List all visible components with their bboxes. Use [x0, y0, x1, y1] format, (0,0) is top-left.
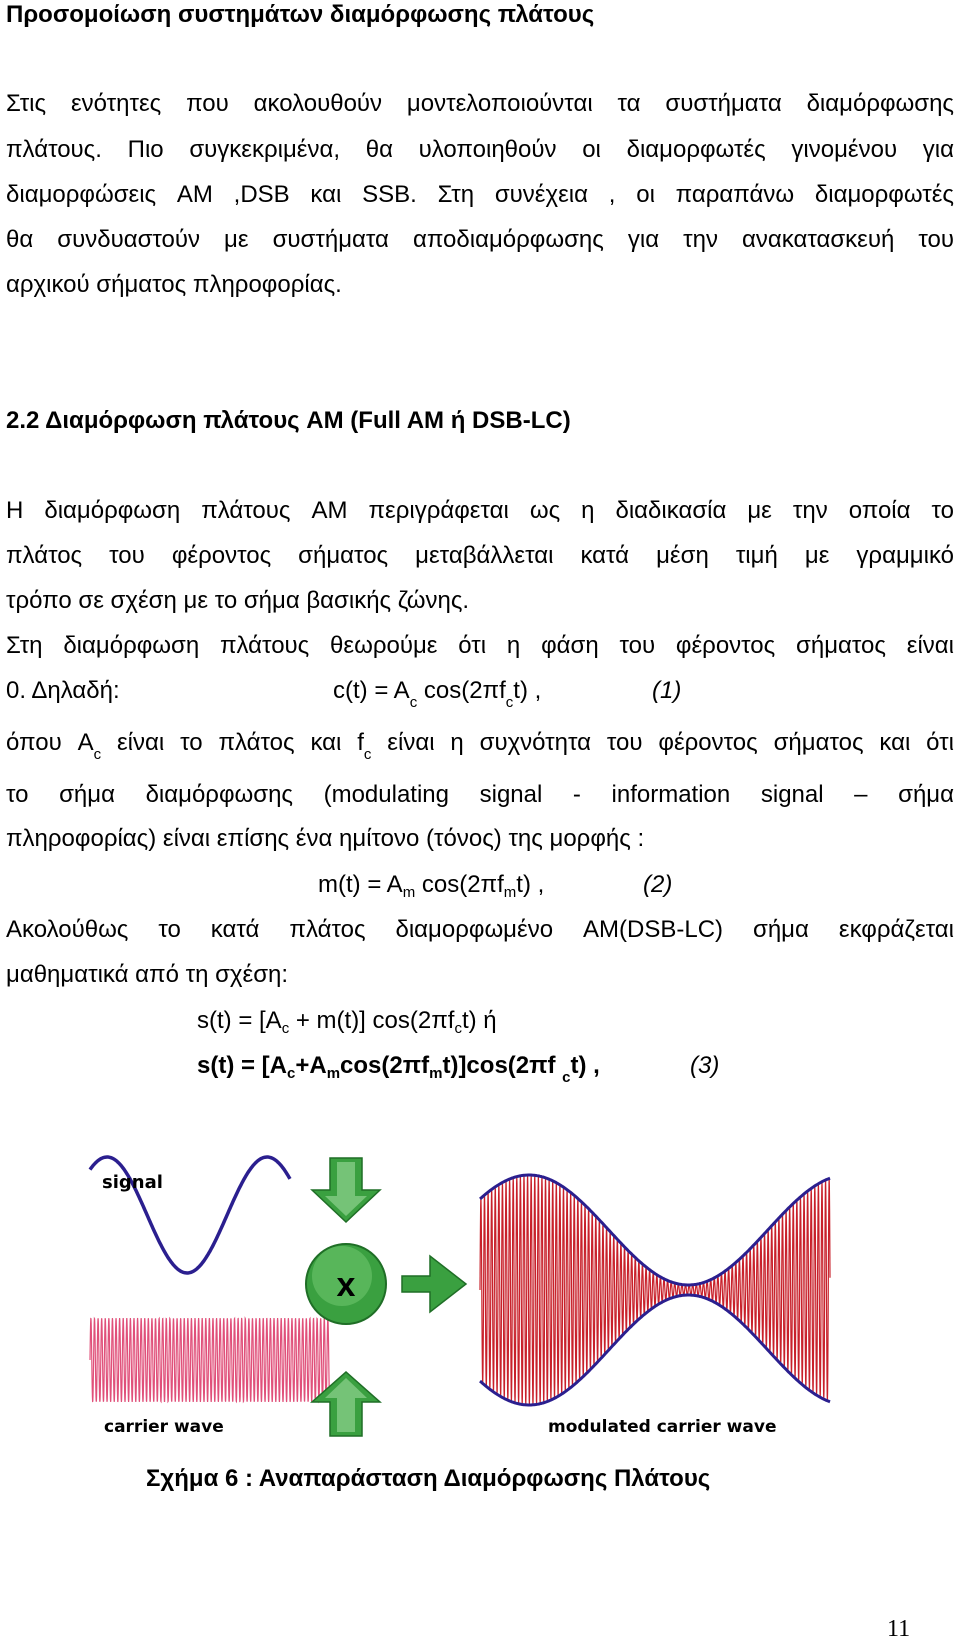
intro-line-2: πλάτους. Πιο συγκεκριμένα, θα υλοποιηθούν οι διαμορφωτές γινομένου για — [6, 136, 954, 163]
equation-1-number: (1) — [652, 677, 682, 704]
body-line-8: πληροφορίας) είναι επίσης ένα ημίτονο (τόνος) της μορφής : — [6, 825, 645, 852]
multiply-icon — [306, 1244, 386, 1324]
page-number: 11 — [887, 1616, 911, 1642]
figure-caption: Σχήμα 6 : Αναπαράσταση Διαμόρφωσης Πλάτους — [146, 1465, 711, 1492]
equation-2: $m(t) = A_m$ $\cos(2\pi f_mt)$ , — [318, 871, 545, 901]
equation-3a: $s(t) = [A_c + m(t)]$ $\cos(2\pi f_ct)$ ή — [197, 1007, 497, 1037]
label-carrier-wave: carrier wave — [104, 1417, 224, 1437]
body-line-6: όπου $A_c$ είναι το πλάτος και $f_c$ είναι η συχνότητα του φέροντος σήματος και ότι — [6, 729, 954, 763]
intro-line-1: Στις ενότητες που ακολουθούν μοντελοποιούνται τα συστήματα διαμόρφωσης — [6, 90, 954, 117]
carrier-wave — [90, 1318, 330, 1402]
am-modulation-figure — [80, 1140, 840, 1450]
modulated-wave-line — [480, 1175, 830, 1405]
equation-1: $c(t) = A_c$ $\cos(2\pi f_ct)$ , — [333, 677, 542, 711]
intro-line-4: θα συνδυαστούν με συστήματα αποδιαμόρφωσης για την ανακατασκευή του — [6, 226, 954, 253]
equation-3-number: (3) — [690, 1052, 720, 1079]
body-line-9: Ακολούθως το κατά πλάτος διαμορφωμένο AM(DSB-LC) σήμα εκφράζεται — [6, 916, 954, 943]
multiply-symbol: x — [336, 1266, 356, 1304]
modulated-carrier-wave — [480, 1175, 830, 1405]
body-line-10: μαθηματικά από τη σχέση: — [6, 961, 289, 988]
body-line-1: Η διαμόρφωση πλάτους AM περιγράφεται ως η διαδικασία με την οποία το — [6, 497, 954, 524]
label-signal: signal — [102, 1172, 163, 1193]
section-title: 2.2 Διαμόρφωση πλάτους AM (Full AM ή DSB-LC) — [6, 407, 571, 434]
equation-2-number: (2) — [643, 871, 673, 898]
body-line-5: 0. Δηλαδή: — [6, 677, 120, 704]
equation-3b: $s(t) = [A_c+A_m\cos(2\pi f_mt)]\cos(2\pi f$ $_c$t) , — [197, 1052, 600, 1086]
intro-line-5: αρχικού σήματος πληροφορίας. — [6, 271, 342, 298]
carrier-wave-line — [90, 1318, 330, 1402]
body-line-4: Στη διαμόρφωση πλάτους θεωρούμε ότι η φάση του φέροντος σήματος είναι — [6, 632, 954, 659]
arrow-right-icon — [402, 1256, 466, 1312]
body-line-3: τρόπο σε σχέση με το σήμα βασικής ζώνης. — [6, 587, 470, 614]
body-line-2: πλάτος του φέροντος σήματος μεταβάλλεται κατά μέση τιμή με γραμμικό — [6, 542, 954, 569]
label-modulated-carrier-wave: modulated carrier wave — [548, 1417, 777, 1437]
intro-line-3: διαμορφώσεις AM ,DSB και SSB. Στη συνέχεια , οι παραπάνω διαμορφωτές — [6, 181, 954, 208]
arrow-down-icon — [312, 1158, 380, 1222]
page-heading: Προσομοίωση συστημάτων διαμόρφωσης πλάτους — [6, 1, 595, 28]
body-line-7: το σήμα διαμόρφωσης (modulating signal - information signal – σήμα — [6, 781, 954, 808]
